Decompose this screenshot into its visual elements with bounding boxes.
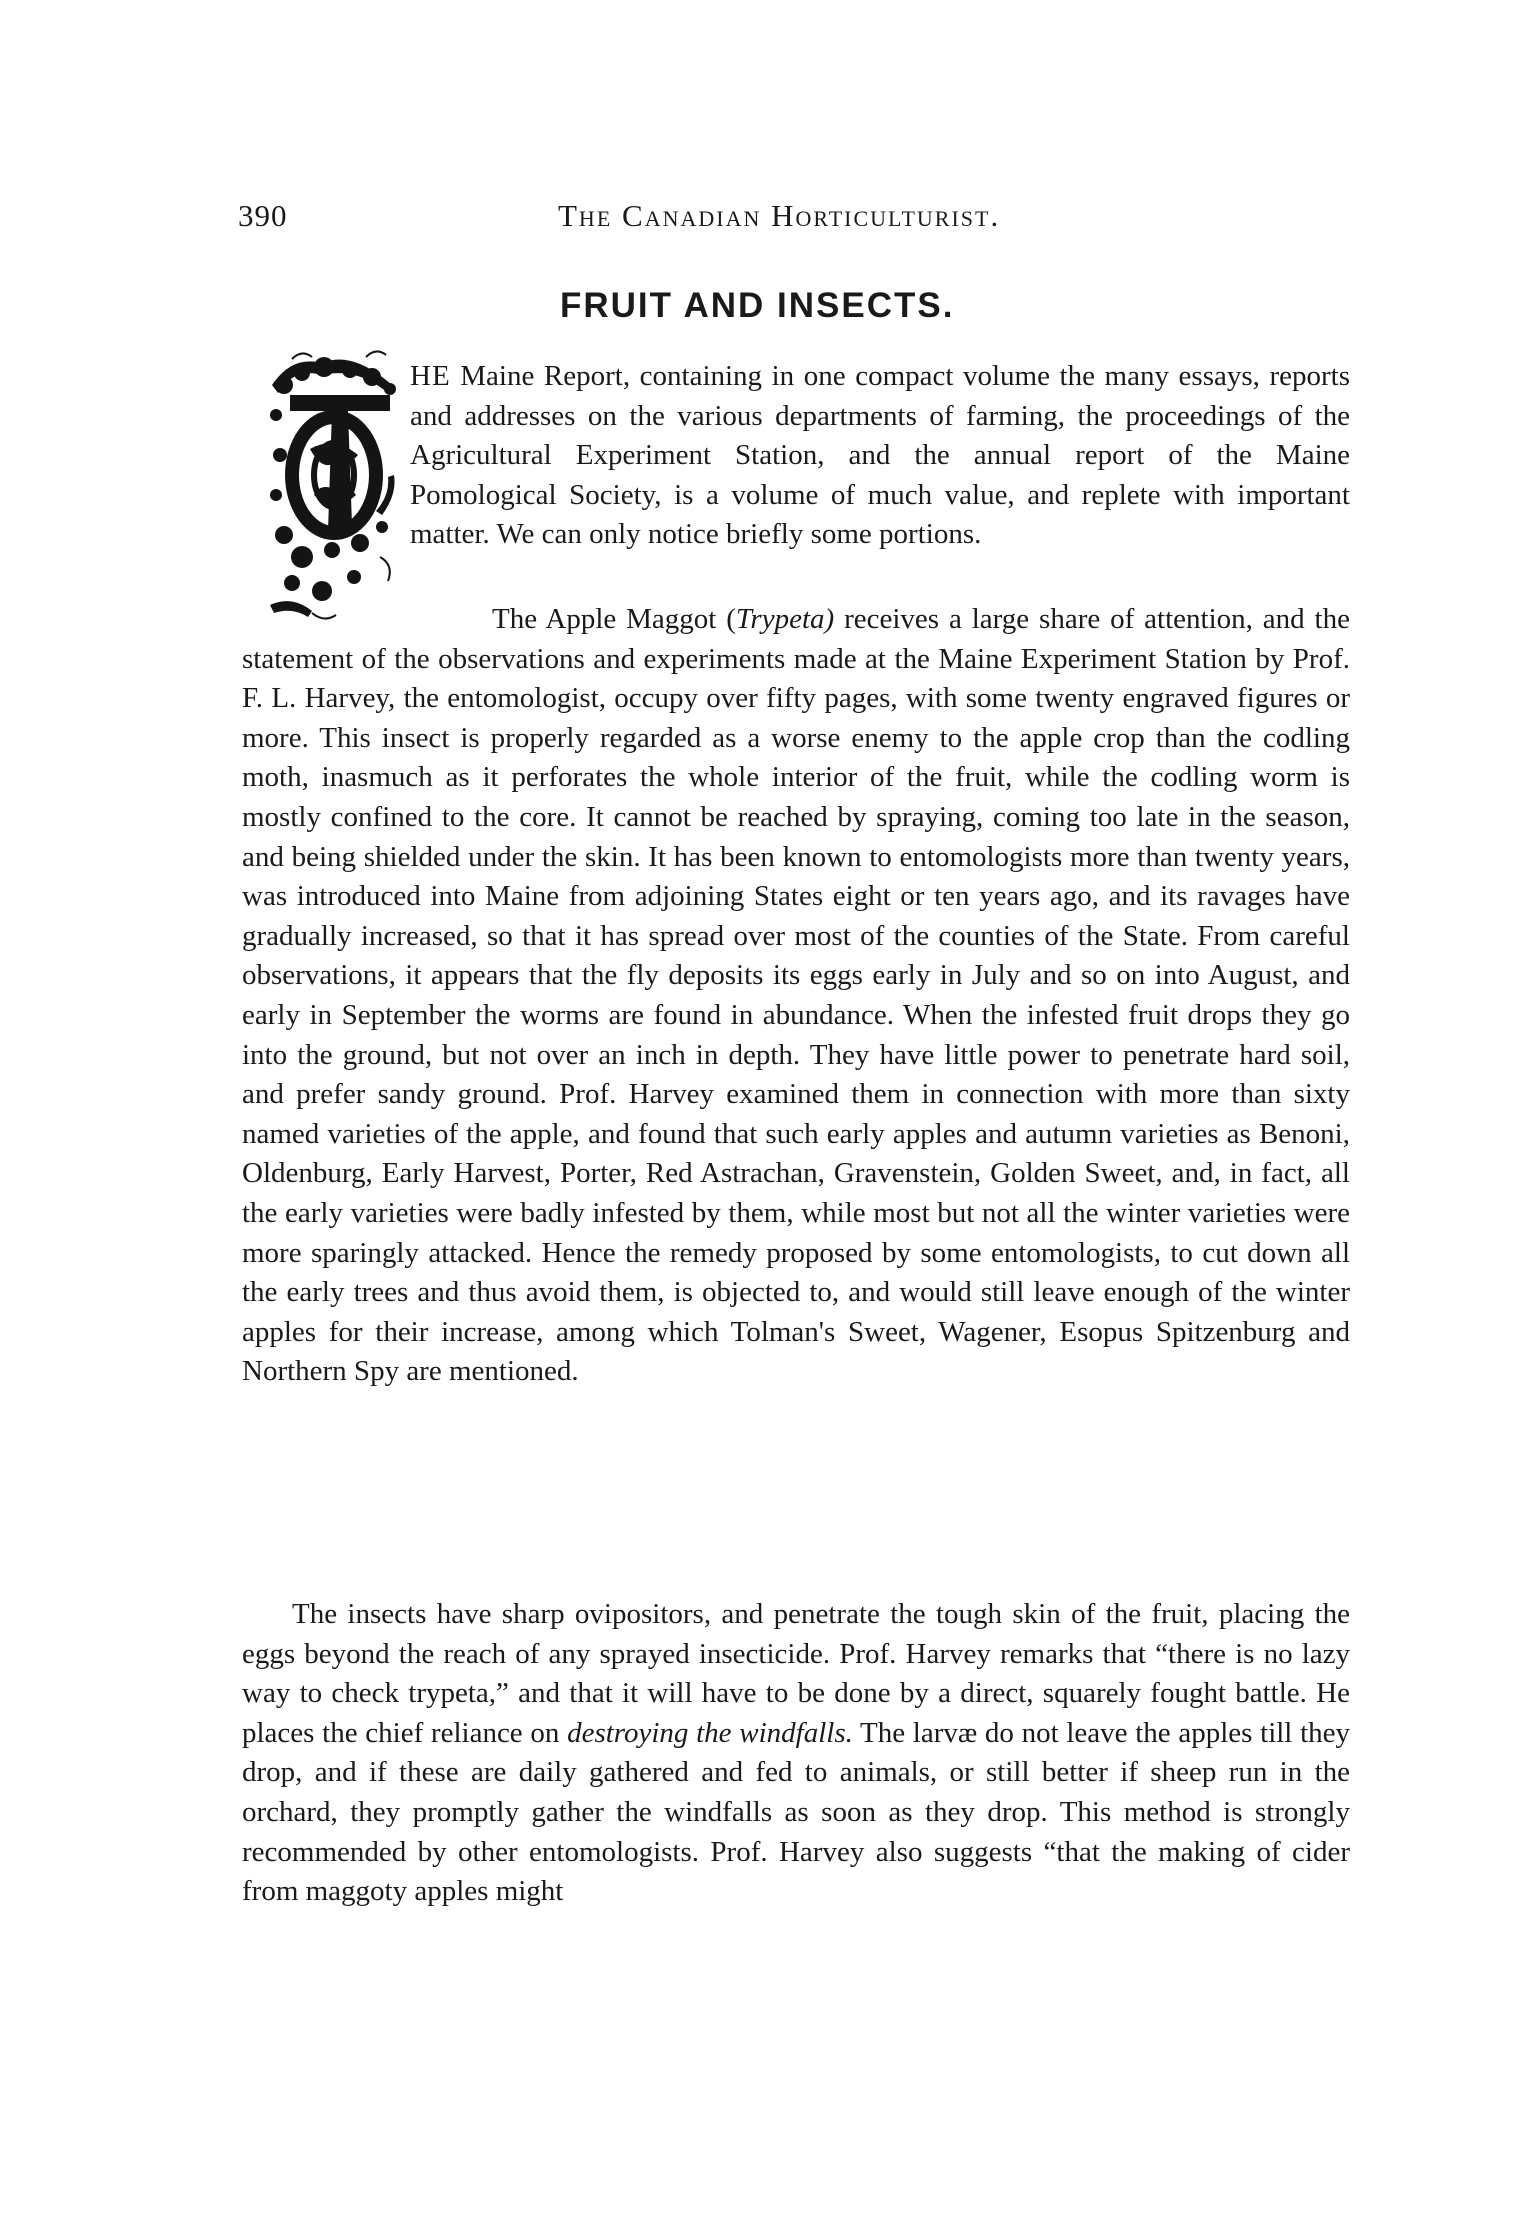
article-title: FRUIT AND INSECTS. bbox=[560, 286, 955, 325]
paragraph-text: receives a large share of attention, and the statement of the observations and experiments made at the Maine Experiment Station by Prof. F. L. Harvey, the entomologist, occupy over fifty pages, with some twenty engraved figures or more. This insect is properly regarded as a worse enemy to the apple crop than the codling moth, inasmuch as it perforates the whole interior of the fruit, while the codling worm is mostly confined to the core. It cannot be reached by spraying, coming too late in the season, and being shielded under the skin. It has been known to entomologists more than twenty years, was introduced into Maine from adjoining States eight or ten years ago, and its ravages have gradually increased, so that it has spread over most of the counties of the State. From careful observations, it appears that the fly deposits its eggs early in July and so on into August, and early in September the worms are found in abundance. When the infested fruit drops they go into the ground, but not over an inch in depth. They have little power to penetrate hard soil, and prefer sandy ground. Prof. Harvey examined them in connection with more than sixty named varieties of the apple, and found that such early apples and autumn varieties as Benoni, Oldenburg, Early Harvest, Porter, Red Astrachan, Gravenstein, Golden Sweet, and, in fact, all the early varieties were badly infested by them, while most but not all the winter varieties were more sparingly attacked. Hence the remedy proposed by some entomologists, to cut down all the early trees and thus avoid them, is objected to, and would still leave enough of the winter apples for their increase, among which Tolman's Sweet, Wagener, Esopus Spitzenburg and Northern Spy are mentioned. bbox=[242, 603, 1350, 1388]
paragraph-ovipositors bbox=[242, 1595, 1350, 1912]
species-name-italic: Trypeta) bbox=[735, 603, 835, 635]
drop-cap-continuation: HE bbox=[410, 360, 451, 392]
ornamental-drop-cap-t bbox=[262, 345, 402, 625]
page-number: 390 bbox=[238, 198, 288, 233]
running-head bbox=[238, 198, 1348, 238]
paragraph-text: The Apple Maggot ( bbox=[492, 603, 736, 635]
intro-text: Maine Report, containing in one compact volume the many essays, reports and addresses on the various departments of farming, the proceedings of the Agricultural Experiment Station, and the annual report of the Maine Pomological Society, is a volume of much value, and replete with important matter. We can only notice briefly some portions. bbox=[410, 360, 1350, 551]
paragraph-apple-maggot bbox=[242, 600, 1350, 1392]
paragraph-text: The larvæ do not leave the apples till they drop, and if these are daily gathered and fed to animals, or still better if sheep run in the orchard, they promptly gather the windfalls as soon as they drop. This method is strongly recommended by other entomologists. Prof. Harvey also suggests “that the making of cider from maggoty apples might bbox=[242, 1716, 1350, 1908]
journal-title: The Canadian Horticulturist. bbox=[558, 198, 1001, 233]
emphasis-italic: destroying the windfalls. bbox=[567, 1716, 853, 1749]
intro-paragraph bbox=[410, 357, 1350, 555]
paragraph-text: The insects have sharp ovipositors, and penetrate the tough skin of the fruit, placing the eggs beyond the reach of any sprayed insecticide. Prof. Harvey remarks that “there is no lazy way to check trypeta,” and that it will have to be done by a direct, squarely fought battle. He places the chief reliance on bbox=[242, 1598, 1350, 1749]
